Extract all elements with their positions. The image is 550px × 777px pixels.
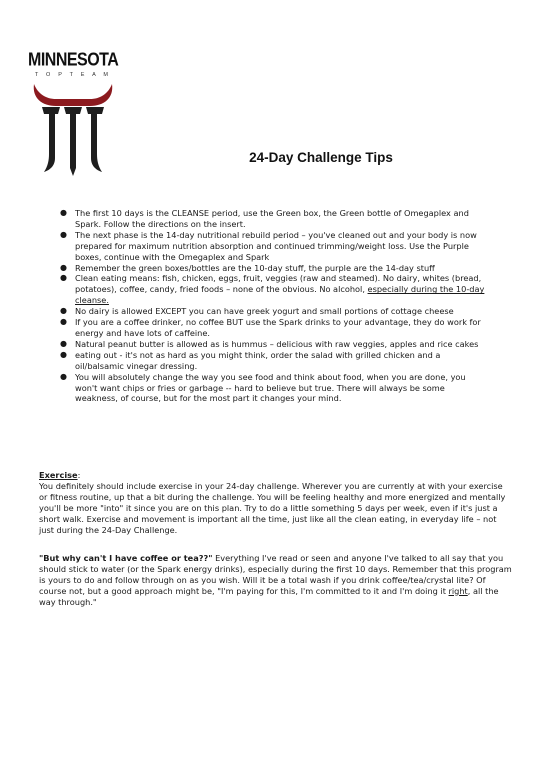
bullet-icon: ● — [60, 349, 67, 359]
bullet-icon: ● — [60, 273, 67, 283]
list-item: ● The first 10 days is the CLEANSE period, use the Green box, the Green bottle of Omegaplex and Spark. Follow the directions on the insert. — [60, 208, 469, 229]
list-item: ● If you are a coffee drinker, no coffee BUT use the Spark drinks to your advantage, they do work for energy and have lots of caffeine. — [60, 317, 481, 338]
bullet-icon: ● — [60, 317, 67, 327]
underlined-text: right — [448, 585, 468, 596]
list-item: ● Clean eating means: fish, chicken, eggs, fruit, veggies (raw and steamed). No dairy, whites (bread, potatoes), coffee, candy, fried foods – none of the obvious. No alcohol, especially during the 10-day cleanse. — [60, 273, 485, 306]
bullet-icon: ● — [60, 208, 67, 217]
coffee-end: , all the way through." — [39, 585, 499, 607]
logo-subtitle: T O P T E A M — [34, 72, 112, 78]
page-title: 24-Day Challenge Tips — [249, 150, 393, 165]
coffee-paragraph — [39, 553, 513, 608]
exercise-paragraph — [39, 470, 513, 535]
bullet-icon: ● — [60, 229, 67, 239]
list-item: ● You will absolutely change the way you see food and think about food, when you are done, you won't want chips or fries or garbage -- hard to believe but true. There will always be some weakness, of course, but for the most part it changes your mind. — [60, 371, 466, 404]
bullet-icon: ● — [60, 371, 67, 381]
underlined-text: especially during the 10-day cleanse. — [75, 284, 485, 306]
logo-wordmark: MINNESOTA — [28, 50, 119, 71]
exercise-body: You definitely should include exercise in your 24-day challenge. Wherever you are currently at with your exercise or fitness routine, up that a bit during the challenge. You will be feeling healthy and more energized and mentally you'll be more "into" it since you are on this plan. Try to do a little something 5 days per week, even if it's just a short walk. Exercise and movement is important all the time, just like all the clean eating, in everyday life – not just during the 24-Day Challenge. — [39, 480, 506, 535]
list-item: ● Remember the green boxes/bottles are the 10-day stuff, the purple are the 14-day stuff — [60, 262, 435, 273]
exercise-heading: Exercise — [39, 470, 78, 480]
exercise-colon: : — [77, 470, 81, 480]
tips-list — [58, 208, 488, 404]
list-item: ● The next phase is the 14-day nutritional rebuild period – you've cleaned out and your body is now prepared for maximum nutrition absorption and continued trimming/weight loss. Use the Purple boxes, continue with the Omegaplex and Spark — [60, 229, 477, 262]
coffee-question: "But why can't I have coffee or tea??" — [39, 553, 213, 563]
bullet-icon: ● — [60, 338, 67, 348]
bullet-icon: ● — [60, 306, 67, 316]
list-item: ● Natural peanut butter is allowed as is hummus – delicious with raw veggies, apples and rice cakes — [60, 338, 479, 349]
bullet-icon: ● — [60, 262, 67, 272]
coffee-body: Everything I've read or seen and anyone I've talked to all say that you should stick to water (or the Spark energy drinks), especially during the first 10 days. Remember that this program is yours to do and follow through on as you wish. Will it be a total wash if you drink coffee/tea/crystal lite? Of course not, but a good approach might be, "I'm paying for this, I'm committed to it and I'm doing it — [39, 553, 512, 596]
list-item: ● eating out - it's not as hard as you might think, order the salad with grilled chicken and a oil/balsamic vinegar dressing. — [60, 349, 441, 371]
list-item: ● No dairy is allowed EXCEPT you can have greek yogurt and small portions of cottage cheese — [60, 306, 454, 317]
